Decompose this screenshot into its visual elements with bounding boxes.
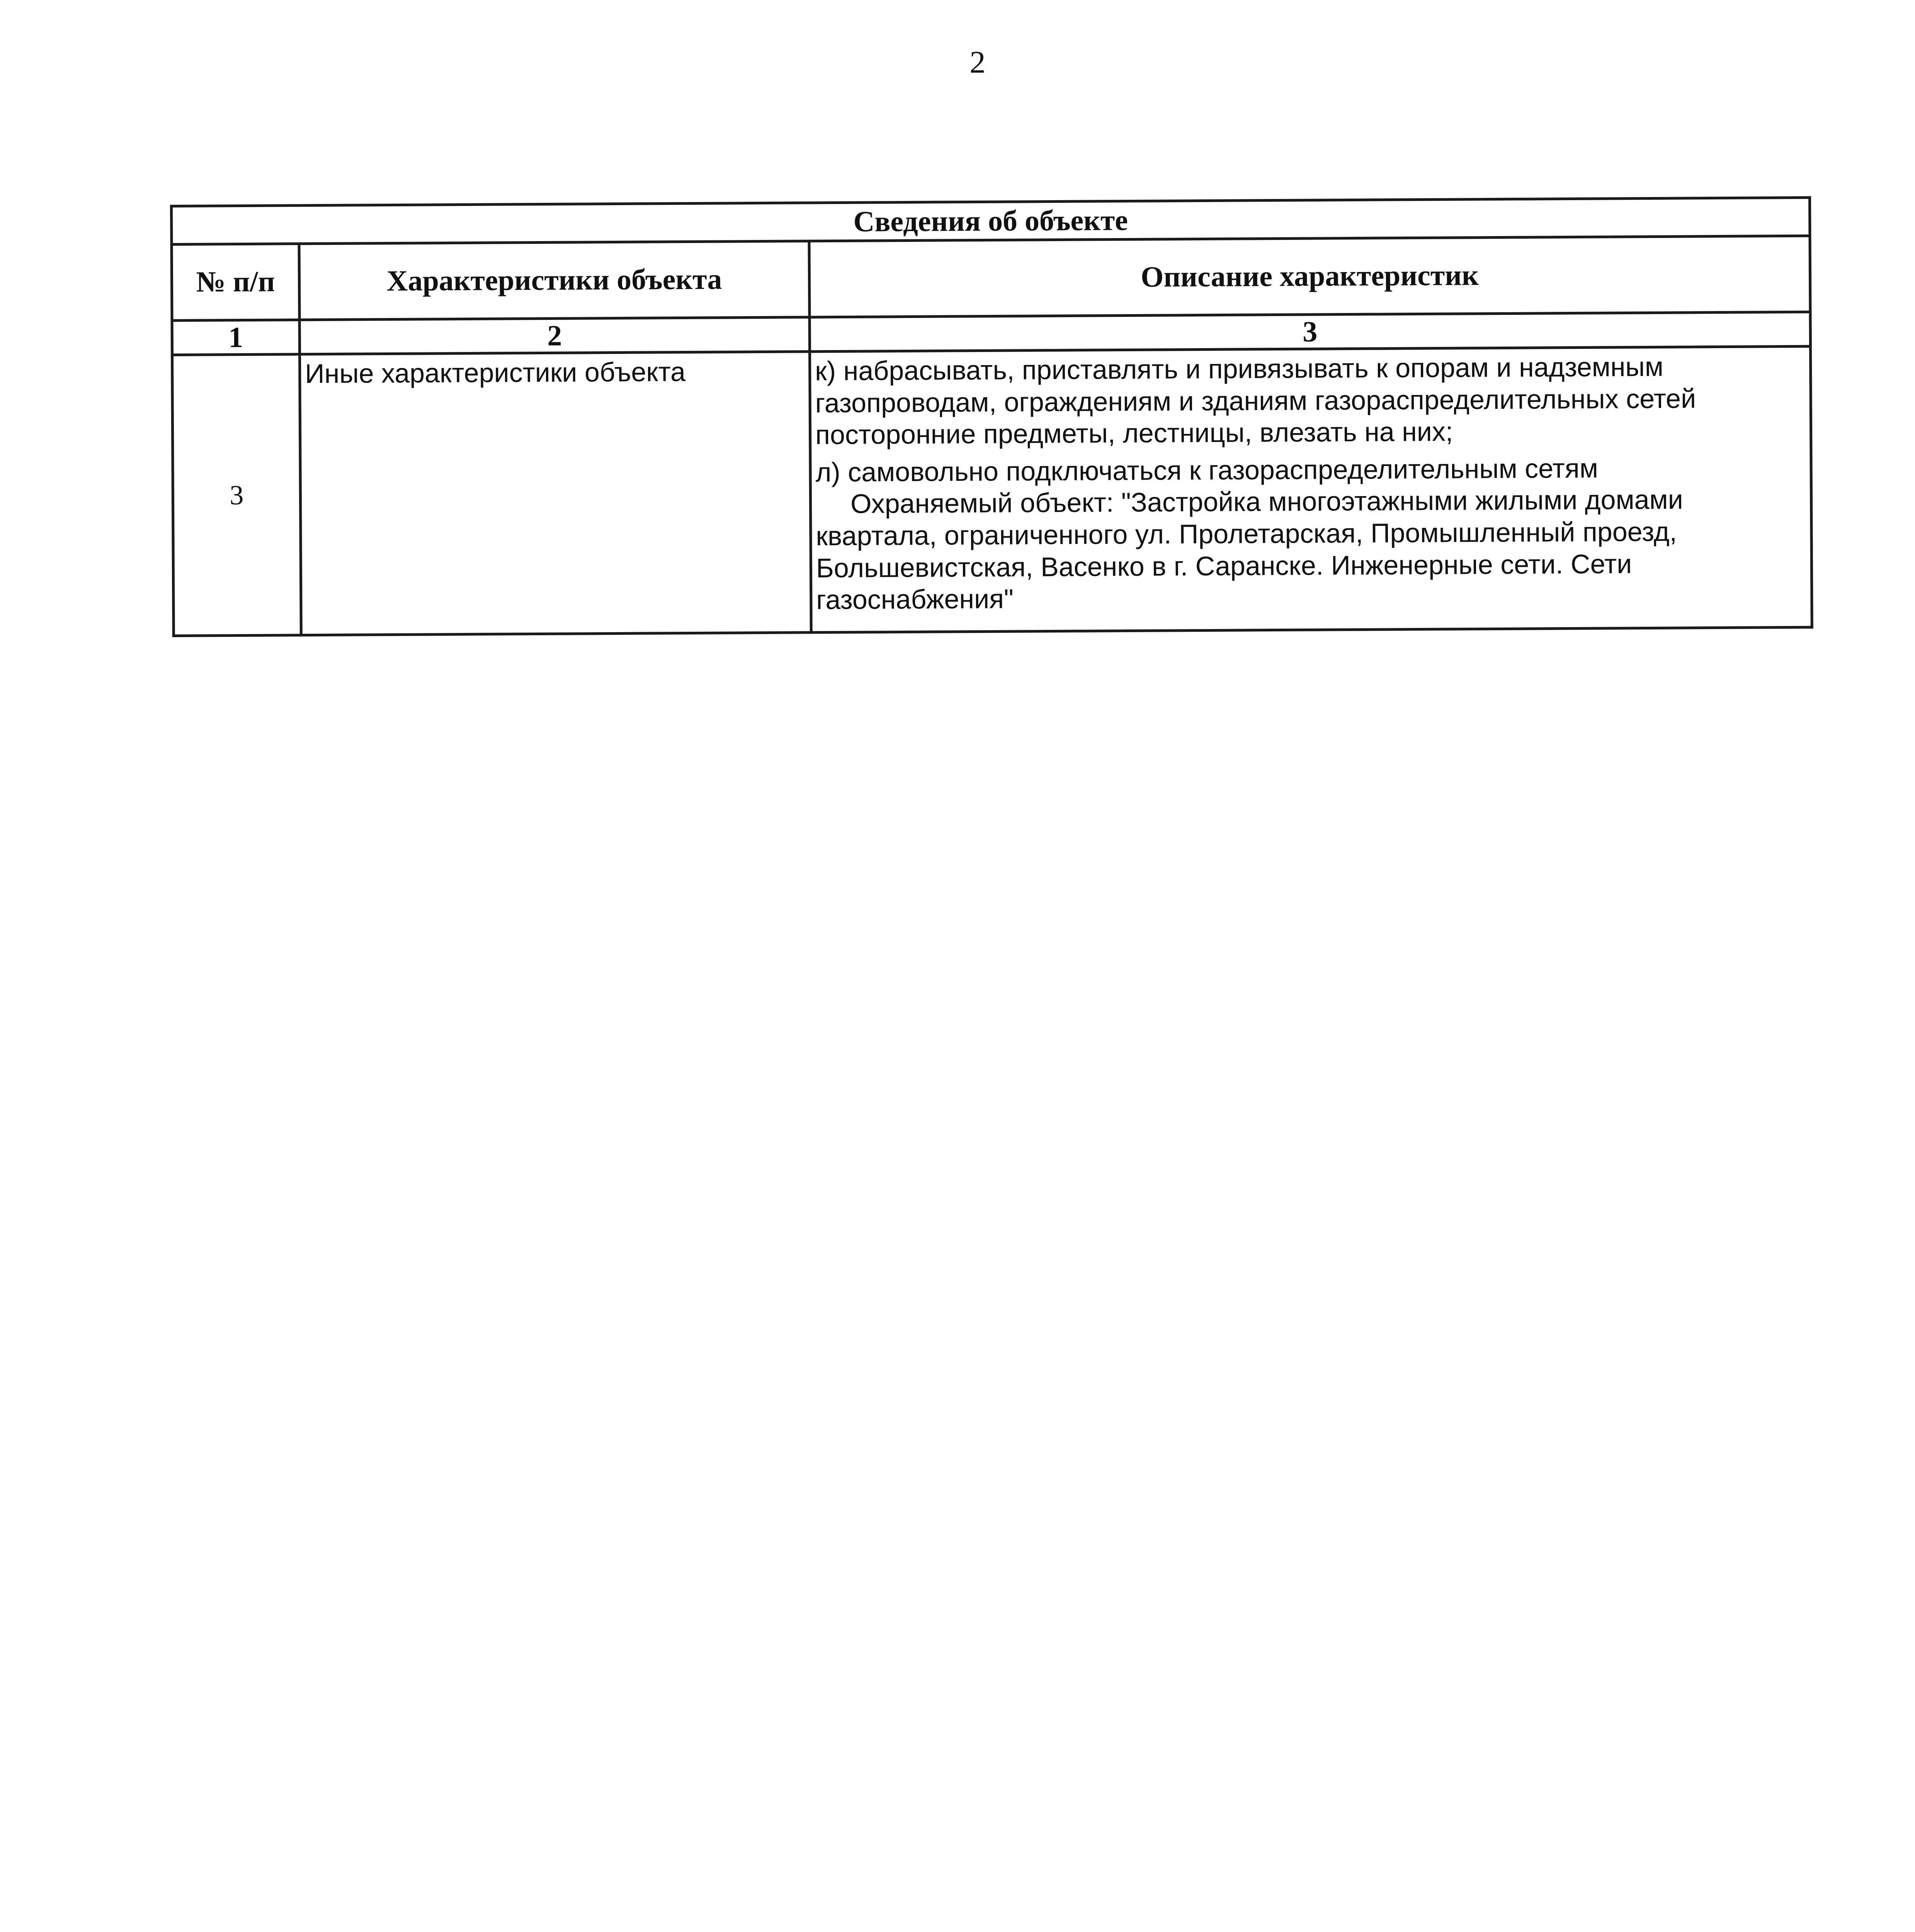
description-item-k: к) набрасывать, приставлять и привязывать к опорам и надземным газопроводам, ограждениям и зданиям газораспределительных сетей посторонние предметы, лестницы, влезать на них;	[815, 351, 1696, 450]
table-header-row	[172, 236, 1810, 320]
description-item-l: л) самовольно подключаться к газораспределительным сетям	[815, 453, 1599, 488]
header-characteristics: Характеристики объекта	[299, 241, 810, 320]
table-row	[172, 346, 1812, 636]
protected-object-description: Охраняемый объект: "Застройка многоэтажными жилыми домами квартала, ограниченного ул. Пролетарская, Промышленный проезд, Большевистская, Васенко в г. Саранске. Инженерные сети. Сети газоснабжения"	[816, 484, 1683, 615]
object-info-table	[170, 196, 1813, 637]
row-description	[810, 346, 1812, 633]
row-number: 3	[172, 354, 301, 636]
column-index-1: 1	[172, 320, 299, 355]
header-description: Описание характеристик	[809, 236, 1810, 317]
page-number: 2	[969, 44, 986, 80]
column-index-3: 3	[810, 312, 1810, 352]
table-title: Сведения об объекте	[172, 197, 1810, 244]
row-characteristic: Иные характеристики объекта	[300, 352, 811, 635]
column-index-2: 2	[299, 317, 810, 354]
header-num: № п/п	[172, 244, 299, 321]
